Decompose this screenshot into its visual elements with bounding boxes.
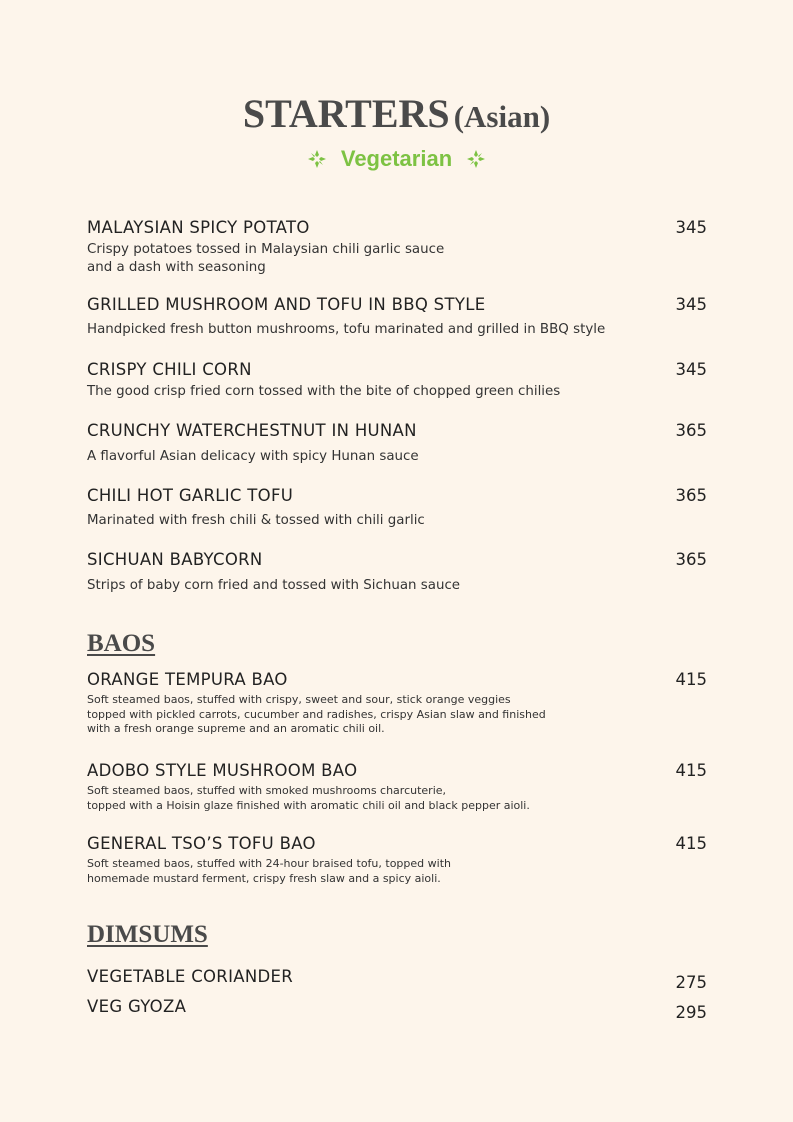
item-description: topped with a Hoisin glaze finished with aromatic chili oil and black pepper aioli. <box>87 798 530 812</box>
item-name: CHILI HOT GARLIC TOFU <box>87 486 294 505</box>
item-description: Soft steamed baos, stuffed with crispy, sweet and sour, stick orange veggies <box>87 693 511 706</box>
item-name: GENERAL TSO’S TOFU BAO <box>87 834 316 853</box>
item-description: Soft steamed baos, stuffed with smoked mushrooms charcuterie, <box>87 784 447 797</box>
subtitle-label: Vegetarian <box>340 146 453 171</box>
menu-subtitle <box>0 146 793 172</box>
item-description: Crispy potatoes tossed in Malaysian chili garlic sauce <box>87 242 445 257</box>
menu-item <box>87 997 707 1022</box>
item-description: topped with pickled carrots, cucumber and radishes, crispy Asian slaw and finished <box>87 707 546 721</box>
item-price: 345 <box>675 295 707 314</box>
leaf-ornament-icon <box>307 149 327 169</box>
menu-item <box>87 295 707 339</box>
menu-item <box>87 218 707 277</box>
menu-item <box>87 486 707 530</box>
menu-item <box>87 550 707 595</box>
item-price: 345 <box>675 218 707 237</box>
menu-title-suffix: (Asian) <box>453 99 551 134</box>
item-name: VEGETABLE CORIANDER <box>87 967 293 986</box>
item-description: with a fresh orange supreme and an aromatic chili oil. <box>87 722 385 735</box>
item-price: 365 <box>675 550 707 569</box>
item-name: CRUNCHY WATERCHESTNUT IN HUNAN <box>87 421 417 440</box>
section-heading-baos: BAOS <box>87 630 156 657</box>
item-description: and a dash with seasoning <box>87 260 266 275</box>
item-price: 295 <box>675 1003 707 1022</box>
menu-title <box>0 91 793 136</box>
item-price: 415 <box>675 834 707 853</box>
item-name: SICHUAN BABYCORN <box>87 550 263 569</box>
item-price: 415 <box>675 761 707 780</box>
menu-title-main: STARTERS <box>242 91 450 136</box>
menu-item <box>87 360 707 401</box>
item-price: 365 <box>675 486 707 505</box>
item-description: Marinated with fresh chili & tossed with chili garlic <box>87 513 425 528</box>
item-description: A flavorful Asian delicacy with spicy Hunan sauce <box>87 449 419 464</box>
menu-item <box>87 967 707 992</box>
item-description: Strips of baby corn fried and tossed with Sichuan sauce <box>87 578 461 593</box>
item-name: ADOBO STYLE MUSHROOM BAO <box>87 761 358 780</box>
item-description: The good crisp fried corn tossed with the bite of chopped green chilies <box>87 384 561 399</box>
item-price: 415 <box>675 670 707 689</box>
menu-item <box>87 761 707 813</box>
item-name: ORANGE TEMPURA BAO <box>87 670 288 689</box>
item-name: MALAYSIAN SPICY POTATO <box>87 218 310 237</box>
item-description: Soft steamed baos, stuffed with 24-hour braised tofu, topped with <box>87 857 451 870</box>
item-name: CRISPY CHILI CORN <box>87 360 252 379</box>
section-heading-dimsums: DIMSUMS <box>87 921 208 948</box>
item-price: 345 <box>675 360 707 379</box>
leaf-ornament-icon <box>466 149 486 169</box>
item-description: homemade mustard ferment, crispy fresh slaw and a spicy aioli. <box>87 871 441 885</box>
item-name: VEG GYOZA <box>87 997 187 1016</box>
item-price: 365 <box>675 421 707 440</box>
menu-item <box>87 421 707 466</box>
menu-item <box>87 834 707 886</box>
item-price: 275 <box>675 973 707 992</box>
menu-item <box>87 670 707 737</box>
item-name: GRILLED MUSHROOM AND TOFU IN BBQ STYLE <box>87 295 486 314</box>
item-description: Handpicked fresh button mushrooms, tofu marinated and grilled in BBQ style <box>87 322 606 337</box>
